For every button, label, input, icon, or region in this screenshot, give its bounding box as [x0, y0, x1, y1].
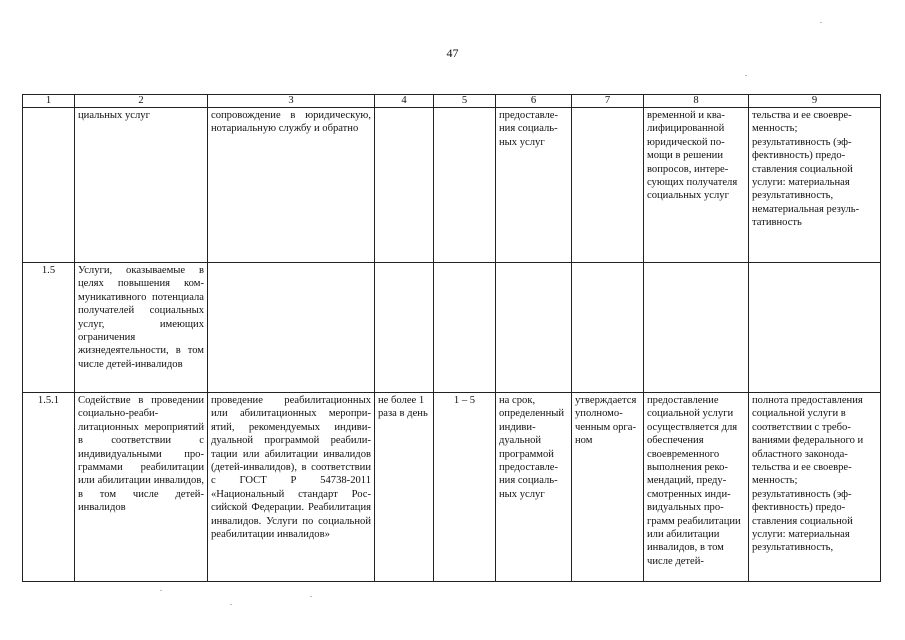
row-number-cell — [23, 108, 75, 263]
service-name-cell: Содействие в проведении социально-реабилитационных мероприятий в соответствии с индивидуальными программами реабилитации или абилитации инвалидов, в том числе детей-инвалидов — [75, 393, 208, 582]
conditions-cell: предоставление социальной услуги осуществляется для обеспечения своевременного выполнения рекомендаций, предусмотренных индивидуальных программ реабилитации или абилитации инвалидов, в том числе детей- — [644, 393, 749, 582]
frequency-cell — [375, 108, 434, 263]
tariff-cell — [572, 108, 644, 263]
column-header: 9 — [749, 95, 881, 108]
service-name-cell: Услуги, оказываемые в целях повышения коммуникативного потенциала получателей социальных услуг, имеющих ограничения жизнедеятельности, в том числе детей-инвалидов — [75, 263, 208, 393]
services-table — [22, 94, 881, 582]
scan-speck — [230, 604, 232, 605]
volume-cell — [434, 108, 496, 263]
row-number-cell: 1.5 — [23, 263, 75, 393]
table-row — [23, 393, 881, 582]
page-number: 47 — [446, 46, 459, 60]
service-description-cell — [208, 263, 375, 393]
column-header: 8 — [644, 95, 749, 108]
quality-indicators-cell — [749, 263, 881, 393]
tariff-cell: утверждается уполномоченным органом — [572, 393, 644, 582]
frequency-cell — [375, 263, 434, 393]
table-row — [23, 108, 881, 263]
column-header: 2 — [75, 95, 208, 108]
row-number-cell: 1.5.1 — [23, 393, 75, 582]
volume-cell: 1 – 5 — [434, 393, 496, 582]
scan-speck — [745, 75, 747, 76]
column-header: 4 — [375, 95, 434, 108]
conditions-cell — [644, 263, 749, 393]
term-cell — [496, 263, 572, 393]
term-cell: на срок, определенный индивидуальной программой предоставления социальных услуг — [496, 393, 572, 582]
conditions-cell: временной и квалифицированной юридической помощи в решении вопросов, интересующих получателя социальных услуг — [644, 108, 749, 263]
quality-indicators-cell: тельства и ее своевременность; результативность (эффективность) предоставления социальной услуги: материальная результативность, нематериальная результативность — [749, 108, 881, 263]
column-header: 5 — [434, 95, 496, 108]
tariff-cell — [572, 263, 644, 393]
service-description-cell: сопровождение в юридическую, нотариальную службу и обратно — [208, 108, 375, 263]
scan-speck — [160, 590, 162, 591]
column-header: 3 — [208, 95, 375, 108]
scan-speck — [820, 22, 822, 23]
table-header-row — [23, 95, 881, 108]
column-header: 7 — [572, 95, 644, 108]
volume-cell — [434, 263, 496, 393]
quality-indicators-cell: полнота предоставления социальной услуги в соответствии с требованиями федерального и областного законодательства и ее своевременность; результативность (эффективность) предоставления социальной услуги: материальная результативность, — [749, 393, 881, 582]
column-header: 1 — [23, 95, 75, 108]
column-header: 6 — [496, 95, 572, 108]
scan-speck — [310, 596, 312, 597]
service-description-cell: проведение реабилитационных или абилитационных мероприятий, рекомендуемых индивидуальной программой реабилитации или абилитации инвалидов (детей-инвалидов), в соответствии с ГОСТ Р 54738-2011 «Национальный стандарт Российской Федерации. Реабилитация инвалидов. Услуги по социальной реабилитации инвалидов» — [208, 393, 375, 582]
frequency-cell: не более 1 раза в день — [375, 393, 434, 582]
table-row — [23, 263, 881, 393]
service-name-cell: циальных услуг — [75, 108, 208, 263]
term-cell: предоставления социальных услуг — [496, 108, 572, 263]
